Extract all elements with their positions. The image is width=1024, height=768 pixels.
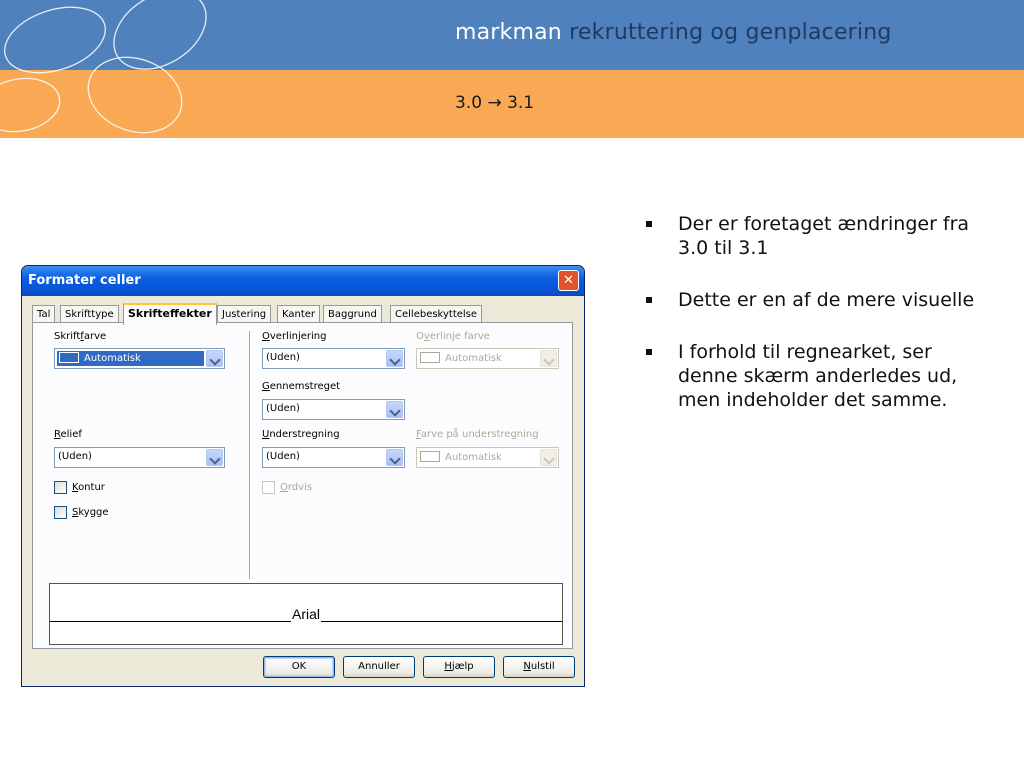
underline-color-select[interactable]: Automatisk <box>416 447 559 468</box>
overline-color-label: Overlinje farve <box>416 331 490 342</box>
strikethrough-label: Gennemstreget <box>262 381 341 392</box>
strikethrough-select[interactable]: (Uden) <box>262 399 405 420</box>
chevron-down-icon[interactable] <box>206 449 223 466</box>
bullet-item: Der er foretaget ændringer fra 3.0 til 3.1 <box>646 212 986 260</box>
bullet-icon <box>646 297 652 303</box>
tab-cellebeskyttelse[interactable]: Cellebeskyttelse <box>390 305 482 324</box>
word-mode-label: Ordvis <box>280 482 313 493</box>
color-swatch-icon <box>59 352 79 363</box>
font-preview <box>49 583 563 645</box>
dialog-title: Formater celler <box>28 273 141 288</box>
bullet-item: Dette er en af de mere visuelle <box>646 288 986 312</box>
bullet-list <box>646 212 986 440</box>
tab-justering[interactable]: Justering <box>217 305 271 324</box>
outline-checkbox[interactable] <box>54 481 67 494</box>
format-cells-dialog <box>21 265 585 687</box>
chevron-down-icon[interactable] <box>386 401 403 418</box>
decorative-rings <box>0 0 240 138</box>
word-mode-checkbox[interactable] <box>262 481 275 494</box>
bullet-icon <box>646 221 652 227</box>
color-swatch-icon <box>420 352 440 363</box>
close-icon[interactable]: ✕ <box>558 270 579 291</box>
underline-color-label: Farve på understregning <box>416 429 539 440</box>
shadow-checkbox[interactable] <box>54 506 67 519</box>
tab-baggrund[interactable]: Baggrund <box>323 305 382 324</box>
preview-text: Arial <box>291 606 320 622</box>
bullet-item: I forhold til regnearket, ser denne skærm anderledes ud, men indeholder det samme. <box>646 340 986 412</box>
help-button[interactable]: Hjælp <box>423 656 495 678</box>
chevron-down-icon[interactable] <box>386 449 403 466</box>
chevron-down-icon[interactable] <box>540 350 557 367</box>
outline-label: Kontur <box>72 482 105 493</box>
ok-button[interactable]: OK <box>263 656 335 678</box>
cancel-button[interactable]: Annuller <box>343 656 415 678</box>
dialog-titlebar[interactable] <box>22 266 584 296</box>
underline-label: Understregning <box>262 429 340 440</box>
chevron-down-icon[interactable] <box>206 350 223 367</box>
dialog-body <box>25 296 581 683</box>
underline-select[interactable]: (Uden) <box>262 447 405 468</box>
color-swatch-icon <box>420 451 440 462</box>
overline-label: Overlinjering <box>262 331 327 342</box>
version-subtitle: 3.0 → 3.1 <box>455 93 535 113</box>
chevron-down-icon[interactable] <box>386 350 403 367</box>
tab-kanter[interactable]: Kanter <box>277 305 320 324</box>
font-effects-panel <box>32 322 573 649</box>
brand-title: markman rekruttering og genplacering <box>455 20 892 45</box>
bullet-icon <box>646 349 652 355</box>
relief-select[interactable]: (Uden) <box>54 447 225 468</box>
font-color-label: Skriftfarve <box>54 331 107 342</box>
relief-label: Relief <box>54 429 82 440</box>
shadow-label: Skygge <box>72 507 109 518</box>
chevron-down-icon[interactable] <box>540 449 557 466</box>
tab-tal[interactable]: Tal <box>32 305 55 324</box>
overline-color-select[interactable]: Automatisk <box>416 348 559 369</box>
tab-skrifttype[interactable]: Skrifttype <box>60 305 119 324</box>
tab-skrifteffekter[interactable]: Skrifteffekter <box>123 303 217 325</box>
font-color-select[interactable]: Automatisk <box>54 348 225 369</box>
column-separator <box>249 331 250 579</box>
reset-button[interactable]: Nulstil <box>503 656 575 678</box>
overline-select[interactable]: (Uden) <box>262 348 405 369</box>
